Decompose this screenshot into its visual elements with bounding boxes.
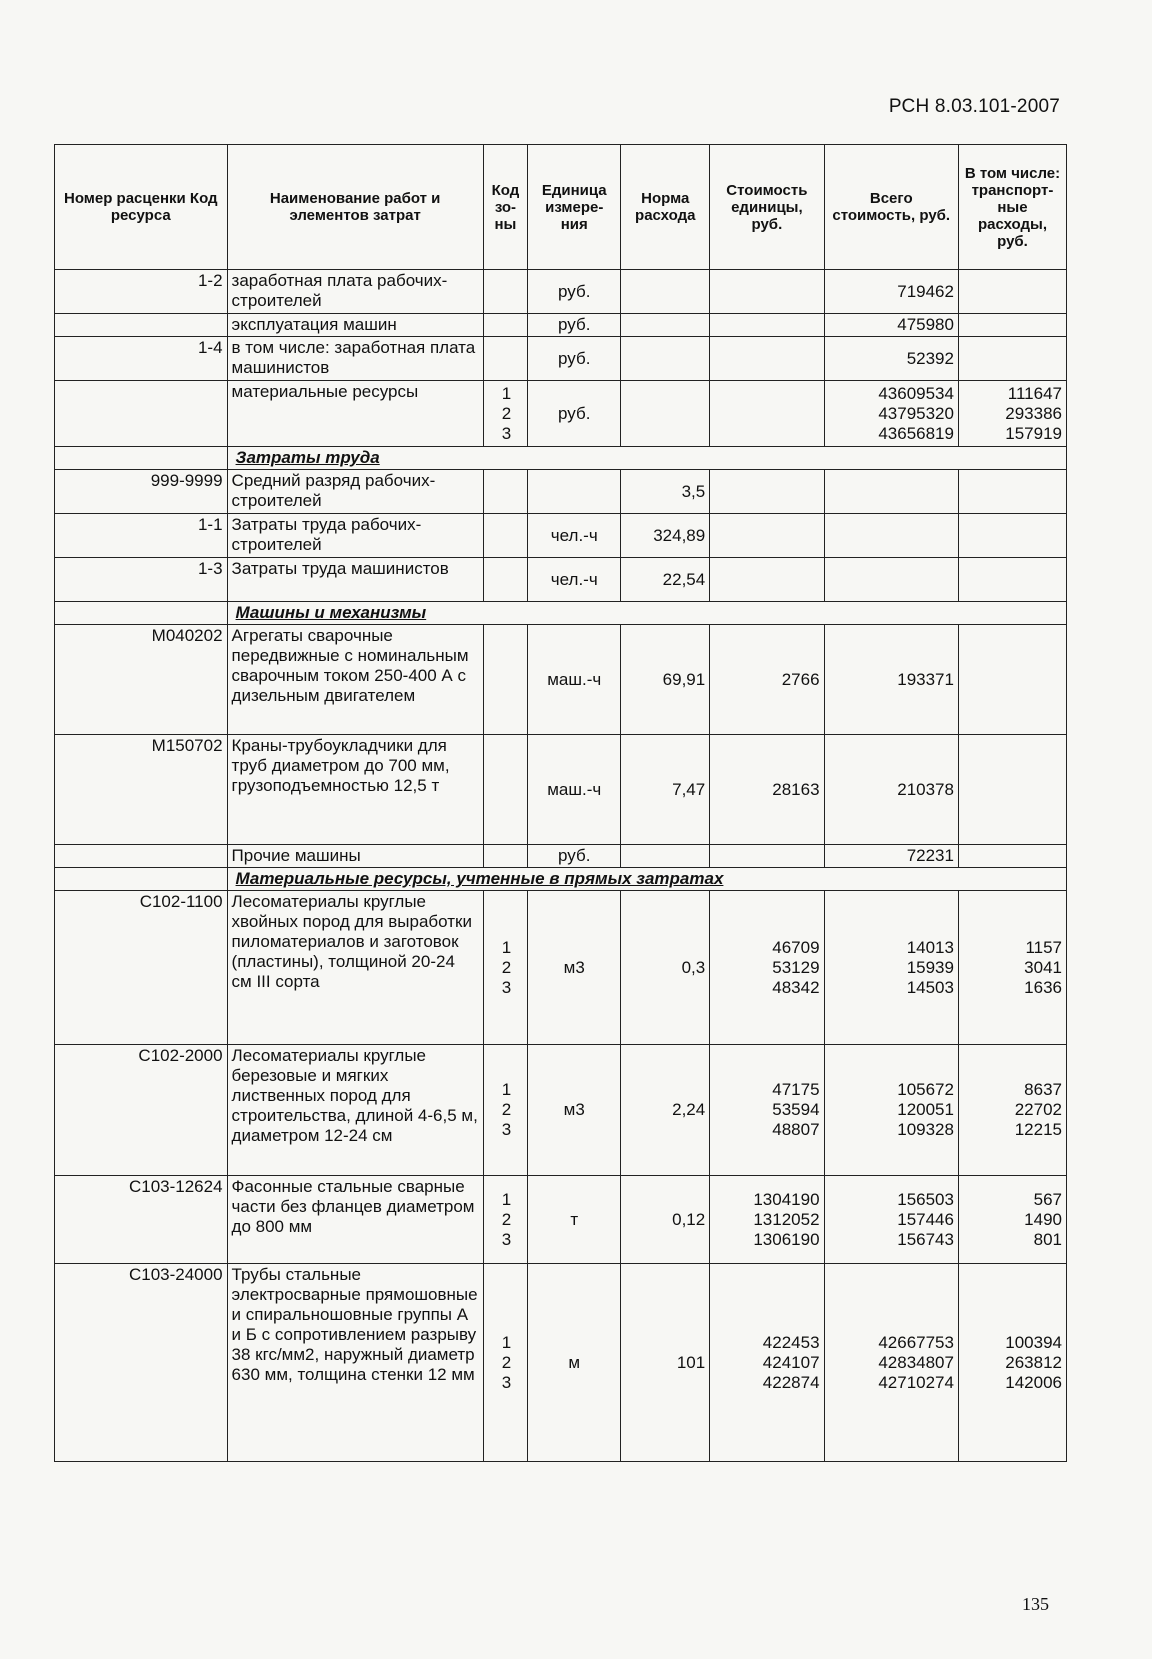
price-table bbox=[54, 144, 1067, 1462]
section-spacer bbox=[55, 447, 228, 470]
cell-total-cost: 14013 15939 14503 bbox=[824, 891, 958, 1045]
section-row bbox=[55, 602, 1067, 625]
cell-resource-code bbox=[55, 845, 228, 868]
table-body bbox=[55, 270, 1067, 1462]
cell-resource-name: Краны-трубоукладчики для труб диаметром до 700 мм, грузоподъемностью 12,5 т bbox=[227, 735, 483, 845]
table-row bbox=[55, 470, 1067, 514]
cell-transport-cost: 111647 293386 157919 bbox=[958, 381, 1066, 447]
cell-total-cost bbox=[824, 514, 958, 558]
table-row bbox=[55, 1264, 1067, 1462]
page-number: 135 bbox=[1022, 1594, 1049, 1614]
cell-unit: руб. bbox=[528, 845, 621, 868]
cell-zone-code bbox=[483, 270, 527, 314]
cell-unit: чел.-ч bbox=[528, 514, 621, 558]
cell-unit-price: 46709 53129 48342 bbox=[710, 891, 824, 1045]
section-spacer bbox=[55, 868, 228, 891]
table-row bbox=[55, 735, 1067, 845]
cell-resource-code: 1-3 bbox=[55, 558, 228, 602]
cell-transport-cost bbox=[958, 270, 1066, 314]
cell-zone-code bbox=[483, 845, 527, 868]
cell-norm-rate: 0,3 bbox=[621, 891, 710, 1045]
cell-zone-code: 1 2 3 bbox=[483, 1045, 527, 1176]
section-row bbox=[55, 868, 1067, 891]
cell-unit: руб. bbox=[528, 381, 621, 447]
cell-norm-rate: 69,91 bbox=[621, 625, 710, 735]
cell-total-cost: 193371 bbox=[824, 625, 958, 735]
table-row bbox=[55, 1176, 1067, 1264]
cell-unit-price bbox=[710, 381, 824, 447]
cell-total-cost bbox=[824, 470, 958, 514]
cell-resource-name: Лесоматериалы круглые хвойных пород для выработки пиломатериалов и заготовок (пластины), толщиной 20-24 см III сорта bbox=[227, 891, 483, 1045]
cell-unit-price bbox=[710, 514, 824, 558]
column-header: В том числе: транспорт-ные расходы, руб. bbox=[958, 145, 1066, 270]
cell-unit: маш.-ч bbox=[528, 625, 621, 735]
cell-zone-code bbox=[483, 314, 527, 337]
cell-total-cost: 72231 bbox=[824, 845, 958, 868]
cell-zone-code bbox=[483, 558, 527, 602]
cell-transport-cost bbox=[958, 625, 1066, 735]
cell-unit: руб. bbox=[528, 337, 621, 381]
cell-zone-code bbox=[483, 625, 527, 735]
cell-resource-name: Агрегаты сварочные передвижные с номинальным сварочным током 250-400 А с дизельным двигателем bbox=[227, 625, 483, 735]
cell-norm-rate bbox=[621, 314, 710, 337]
column-header: Норма расхода bbox=[621, 145, 710, 270]
table-row bbox=[55, 558, 1067, 602]
cell-zone-code bbox=[483, 337, 527, 381]
cell-norm-rate bbox=[621, 337, 710, 381]
cell-unit-price bbox=[710, 270, 824, 314]
cell-norm-rate: 0,12 bbox=[621, 1176, 710, 1264]
cell-resource-name: заработная плата рабочих-строителей bbox=[227, 270, 483, 314]
cell-norm-rate: 22,54 bbox=[621, 558, 710, 602]
cell-resource-code: С103-24000 bbox=[55, 1264, 228, 1462]
cell-transport-cost bbox=[958, 314, 1066, 337]
table-row bbox=[55, 1045, 1067, 1176]
column-header: Всего стоимость, руб. bbox=[824, 145, 958, 270]
cell-transport-cost bbox=[958, 845, 1066, 868]
cell-zone-code bbox=[483, 735, 527, 845]
cell-zone-code: 1 2 3 bbox=[483, 891, 527, 1045]
cell-resource-code: 1-4 bbox=[55, 337, 228, 381]
cell-zone-code: 1 2 3 bbox=[483, 381, 527, 447]
cell-unit-price: 28163 bbox=[710, 735, 824, 845]
cell-transport-cost bbox=[958, 337, 1066, 381]
cell-resource-code: С102-2000 bbox=[55, 1045, 228, 1176]
cell-unit: чел.-ч bbox=[528, 558, 621, 602]
cell-unit-price: 2766 bbox=[710, 625, 824, 735]
cell-total-cost: 52392 bbox=[824, 337, 958, 381]
cell-unit-price: 1304190 1312052 1306190 bbox=[710, 1176, 824, 1264]
cell-resource-code: С103-12624 bbox=[55, 1176, 228, 1264]
cell-resource-name: Прочие машины bbox=[227, 845, 483, 868]
column-header: Единица измере-ния bbox=[528, 145, 621, 270]
cell-resource-name: Затраты труда машинистов bbox=[227, 558, 483, 602]
cell-norm-rate: 7,47 bbox=[621, 735, 710, 845]
cell-transport-cost bbox=[958, 514, 1066, 558]
cell-unit-price bbox=[710, 845, 824, 868]
cell-resource-code: М150702 bbox=[55, 735, 228, 845]
cell-norm-rate: 101 bbox=[621, 1264, 710, 1462]
section-spacer bbox=[55, 602, 228, 625]
table-row bbox=[55, 845, 1067, 868]
cell-resource-name: Лесоматериалы круглые березовые и мягких лиственных пород для строительства, длиной 4-6,5 м, диаметром 12-24 см bbox=[227, 1045, 483, 1176]
cell-unit-price: 47175 53594 48807 bbox=[710, 1045, 824, 1176]
cell-transport-cost bbox=[958, 470, 1066, 514]
cell-total-cost: 475980 bbox=[824, 314, 958, 337]
table-row bbox=[55, 314, 1067, 337]
column-header: Код зо-ны bbox=[483, 145, 527, 270]
cell-unit-price bbox=[710, 558, 824, 602]
section-title: Затраты труда bbox=[227, 447, 1066, 470]
cell-unit-price bbox=[710, 314, 824, 337]
cell-unit: м3 bbox=[528, 1045, 621, 1176]
cell-unit: маш.-ч bbox=[528, 735, 621, 845]
cell-norm-rate bbox=[621, 270, 710, 314]
column-header: Номер расценки Код ресурса bbox=[55, 145, 228, 270]
cell-transport-cost: 567 1490 801 bbox=[958, 1176, 1066, 1264]
cell-resource-code bbox=[55, 314, 228, 337]
cell-unit: т bbox=[528, 1176, 621, 1264]
cell-unit-price: 422453 424107 422874 bbox=[710, 1264, 824, 1462]
cell-total-cost: 719462 bbox=[824, 270, 958, 314]
cell-transport-cost: 8637 22702 12215 bbox=[958, 1045, 1066, 1176]
cell-transport-cost bbox=[958, 558, 1066, 602]
cell-resource-name: материальные ресурсы bbox=[227, 381, 483, 447]
cell-resource-code: 999-9999 bbox=[55, 470, 228, 514]
cell-resource-name: Фасонные стальные сварные части без фланцев диаметром до 800 мм bbox=[227, 1176, 483, 1264]
cell-zone-code: 1 2 3 bbox=[483, 1176, 527, 1264]
table-header-row bbox=[55, 145, 1067, 270]
column-header: Стоимость единицы, руб. bbox=[710, 145, 824, 270]
cell-norm-rate bbox=[621, 845, 710, 868]
cell-total-cost: 105672 120051 109328 bbox=[824, 1045, 958, 1176]
table-row bbox=[55, 625, 1067, 735]
cell-zone-code bbox=[483, 514, 527, 558]
cell-transport-cost: 1157 3041 1636 bbox=[958, 891, 1066, 1045]
cell-resource-code bbox=[55, 381, 228, 447]
cell-transport-cost: 100394 263812 142006 bbox=[958, 1264, 1066, 1462]
cell-unit-price bbox=[710, 470, 824, 514]
section-row bbox=[55, 447, 1067, 470]
cell-resource-name: эксплуатация машин bbox=[227, 314, 483, 337]
table-row bbox=[55, 381, 1067, 447]
document-code: РСН 8.03.101-2007 bbox=[888, 96, 1060, 117]
table-row bbox=[55, 337, 1067, 381]
cell-total-cost: 210378 bbox=[824, 735, 958, 845]
cell-resource-name: в том числе: заработная плата машинистов bbox=[227, 337, 483, 381]
cell-total-cost: 43609534 43795320 43656819 bbox=[824, 381, 958, 447]
section-title: Машины и механизмы bbox=[227, 602, 1066, 625]
cell-unit: м3 bbox=[528, 891, 621, 1045]
section-title: Материальные ресурсы, учтенные в прямых затратах bbox=[227, 868, 1066, 891]
cell-zone-code bbox=[483, 470, 527, 514]
cell-resource-code: 1-1 bbox=[55, 514, 228, 558]
cell-resource-name: Затраты труда рабочих-строителей bbox=[227, 514, 483, 558]
cell-transport-cost bbox=[958, 735, 1066, 845]
table-row bbox=[55, 891, 1067, 1045]
cell-unit bbox=[528, 470, 621, 514]
cell-unit-price bbox=[710, 337, 824, 381]
cell-total-cost bbox=[824, 558, 958, 602]
cell-norm-rate: 2,24 bbox=[621, 1045, 710, 1176]
cell-resource-code: С102-1100 bbox=[55, 891, 228, 1045]
cell-resource-code: 1-2 bbox=[55, 270, 228, 314]
cell-total-cost: 156503 157446 156743 bbox=[824, 1176, 958, 1264]
table-row bbox=[55, 270, 1067, 314]
column-header: Наименование работ и элементов затрат bbox=[227, 145, 483, 270]
cell-unit: руб. bbox=[528, 270, 621, 314]
cell-resource-code: М040202 bbox=[55, 625, 228, 735]
cell-resource-name: Трубы стальные электросварные прямошовные и спиральношовные группы А и Б с сопротивлением разрыву 38 кгс/мм2, наружный диаметр 630 мм, толщина стенки 12 мм bbox=[227, 1264, 483, 1462]
cell-norm-rate: 3,5 bbox=[621, 470, 710, 514]
cell-norm-rate bbox=[621, 381, 710, 447]
cell-unit: м bbox=[528, 1264, 621, 1462]
cell-total-cost: 42667753 42834807 42710274 bbox=[824, 1264, 958, 1462]
cell-resource-name: Средний разряд рабочих-строителей bbox=[227, 470, 483, 514]
cell-zone-code: 1 2 3 bbox=[483, 1264, 527, 1462]
cell-unit: руб. bbox=[528, 314, 621, 337]
cell-norm-rate: 324,89 bbox=[621, 514, 710, 558]
table-row bbox=[55, 514, 1067, 558]
